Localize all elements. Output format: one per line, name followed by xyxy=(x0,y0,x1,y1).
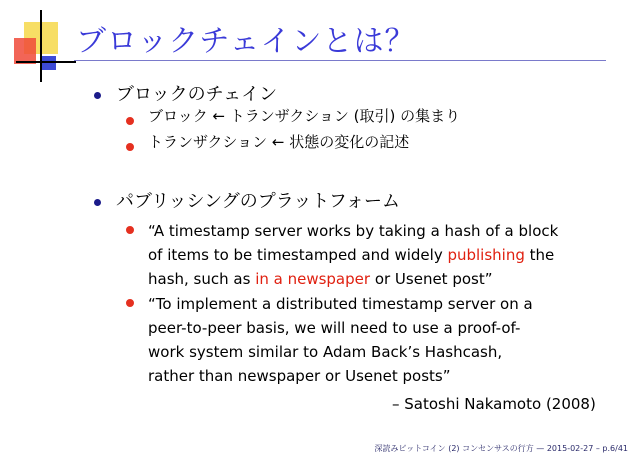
list-item: トランザクション ← 状態の変化の記述 xyxy=(148,133,410,151)
slide-title: ブロックチェインとは？ xyxy=(76,24,416,59)
quote-text: the hash, such as xyxy=(148,246,555,288)
list-bullet xyxy=(126,226,134,234)
section-heading-1: ブロックのチェイン xyxy=(116,84,278,105)
list-item: ブロック ← トランザクション (取引) の集まり xyxy=(148,107,461,125)
list-bullet xyxy=(126,117,134,125)
section-bullet-2 xyxy=(94,199,101,206)
quote-text: or Usenet post” xyxy=(370,270,493,288)
highlighted-text: in a newspaper xyxy=(255,270,371,288)
quote-attribution: – Satoshi Nakamoto (2008) xyxy=(392,395,596,413)
quote-text: “A timestamp server works by taking a hash of a block of items to be timestamped and widely xyxy=(148,222,559,264)
decoration-blue-square xyxy=(42,56,56,70)
title-underline xyxy=(74,60,606,61)
decoration-horizontal-line xyxy=(16,61,76,63)
quote-block-2: “To implement a distributed timestamp server on a peer-to-peer basis, we will need to use a proof-of-work system similar to Adam Back’s Hashcash, rather than newspaper or Usenet posts” xyxy=(148,295,533,385)
decoration-vertical-line xyxy=(40,10,42,82)
highlighted-text: publishing xyxy=(447,246,525,264)
list-bullet xyxy=(126,143,134,151)
slide-footer: 深読みビットコイン (2) コンセンサスの行方 — 2015-02-27 – p.6/41 xyxy=(374,444,628,453)
section-heading-2: パブリッシングのプラットフォーム xyxy=(116,191,400,212)
quote-block-1 xyxy=(148,219,568,291)
list-bullet xyxy=(126,299,134,307)
section-bullet-1 xyxy=(94,92,101,99)
